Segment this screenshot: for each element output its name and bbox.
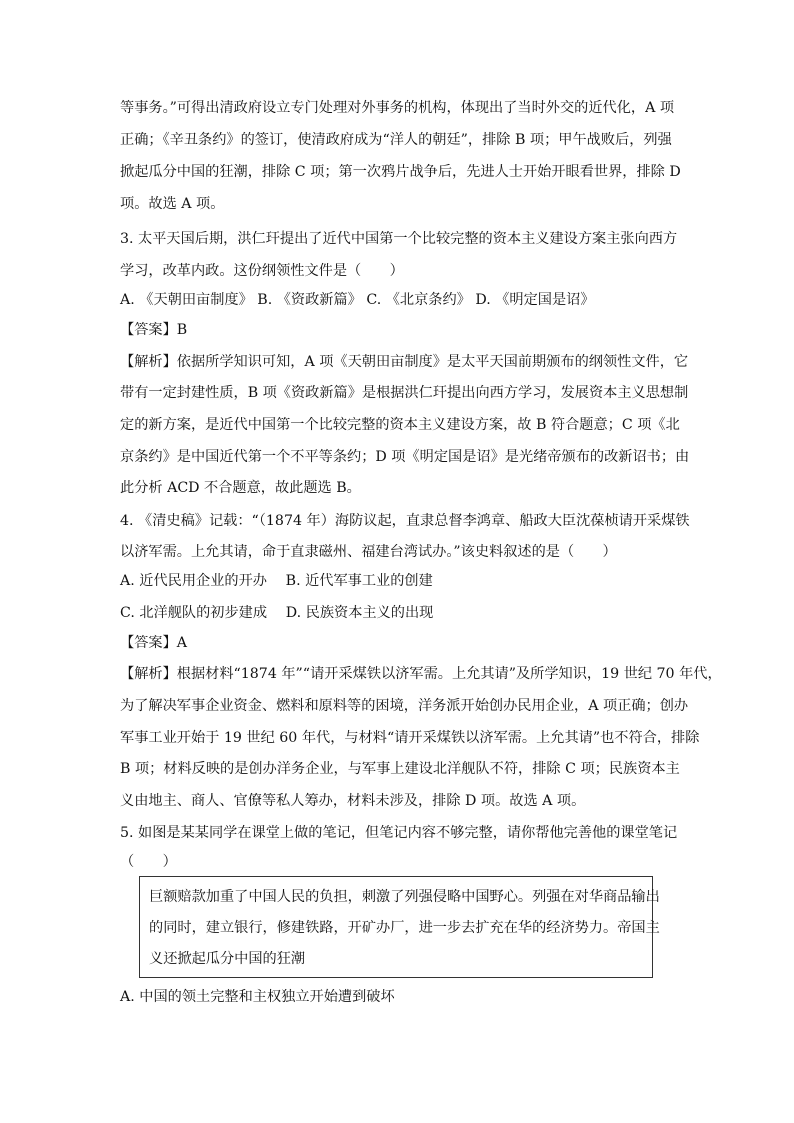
q2-analysis-line-4: 项。故选 A 项。 <box>120 196 225 212</box>
note-line-1: 巨额赔款加重了中国人民的负担，刺激了列强侵略中国野心。列强在对华商品输出 <box>149 889 660 905</box>
q4-options-line-1: A. 近代民用企业的开办 B. 近代军事工业的创建 <box>120 573 433 589</box>
q4-analysis-line-2: 为了解决军事企业资金、燃料和原料等的困境，洋务派开始创办民用企业，A 项正确；创办 <box>120 698 689 714</box>
q5-stem-line-1: 5. 如图是某某同学在课堂上做的笔记，但笔记内容不够完整，请你帮他完善他的课堂笔记 <box>120 825 678 841</box>
q2-analysis-line-2: 正确；《辛丑条约》的签订，使清政府成为“洋人的朝廷”，排除 B 项；甲午战败后，列强 <box>120 132 672 148</box>
note-line-3: 义还掀起瓜分中国的狂潮 <box>149 951 306 967</box>
q3-analysis-line-5: 此分析 ACD 不合题意，故此题选 B。 <box>120 480 361 496</box>
note-box <box>139 876 660 978</box>
q2-analysis-line-3: 掀起瓜分中国的狂潮，排除 C 项；第一次鸦片战争后，先进人士开始开眼看世界，排除 D <box>120 164 681 180</box>
q4-analysis-line-4: B 项；材料反映的是创办洋务企业，与军事上建设北洋舰队不符，排除 C 项；民族资本主 <box>120 761 680 777</box>
q3-options: A. 《天朝田亩制度》 B. 《资政新篇》 C. 《北京条约》 D. 《明定国是诏》 <box>120 292 595 308</box>
q3-analysis-line-1: 【解析】依据所学知识可知，A 项《天朝田亩制度》是太平天国前期颁布的纲领性文件，它 <box>120 354 689 370</box>
q3-analysis-line-4: 京条约》是中国近代第一个不平等条约；D 项《明定国是诏》是光绪帝颁布的改新诏书；由 <box>120 449 690 465</box>
q5-stem-line-2: （ ） <box>120 854 177 870</box>
q5-option-a: A. 中国的领土完整和主权独立开始遭到破坏 <box>120 989 395 1005</box>
q3-stem-line-2: 学习，改革内政。这份纲领性文件是（ ） <box>120 263 404 279</box>
q4-options-line-2: C. 北洋舰队的初步建成 D. 民族资本主义的出现 <box>120 605 434 621</box>
q4-analysis-line-1: 【解析】根据材料“1874 年”“请开采煤铁以济军需。上允其请”及所学知识，19 世纪 70 年代， <box>120 666 722 682</box>
q4-analysis-line-5: 义由地主、商人、官僚等私人筹办，材料未涉及，排除 D 项。故选 A 项。 <box>120 793 586 809</box>
q4-stem-line-2: 以济军需。上允其请，命于直隶磁州、福建台湾试办。”该史料叙述的是（ ） <box>120 544 617 560</box>
q4-answer: 【答案】A <box>120 635 187 651</box>
q4-analysis-line-3: 军事工业开始于 19 世纪 60 年代，与材料“请开采煤铁以济军需。上允其请”也不符合，排除 <box>120 730 700 746</box>
q3-analysis-line-3: 定的新方案，是近代中国第一个比较完整的资本主义建设方案，故 B 符合题意；C 项《北 <box>120 417 680 433</box>
q3-stem-line-1: 3. 太平天国后期，洪仁玕提出了近代中国第一个比较完整的资本主义建设方案主张向西方 <box>120 231 678 247</box>
q3-answer: 【答案】B <box>120 322 188 338</box>
q4-stem-line-1: 4. 《清史稿》记载：“（1874 年）海防议起，直隶总督李鸿章、船政大臣沈葆桢请开采煤铁 <box>120 513 690 529</box>
q3-analysis-line-2: 带有一定封建性质，B 项《资政新篇》是根据洪仁玕提出向西方学习，发展资本主义思想制 <box>120 385 689 401</box>
q2-analysis-line-1: 等事务。”可得出清政府设立专门处理对外事务的机构，体现出了当时外交的近代化，A 项 <box>120 100 675 116</box>
note-line-2: 的同时，建立银行，修建铁路，开矿办厂，进一步去扩充在华的经济势力。帝国主 <box>149 920 660 936</box>
